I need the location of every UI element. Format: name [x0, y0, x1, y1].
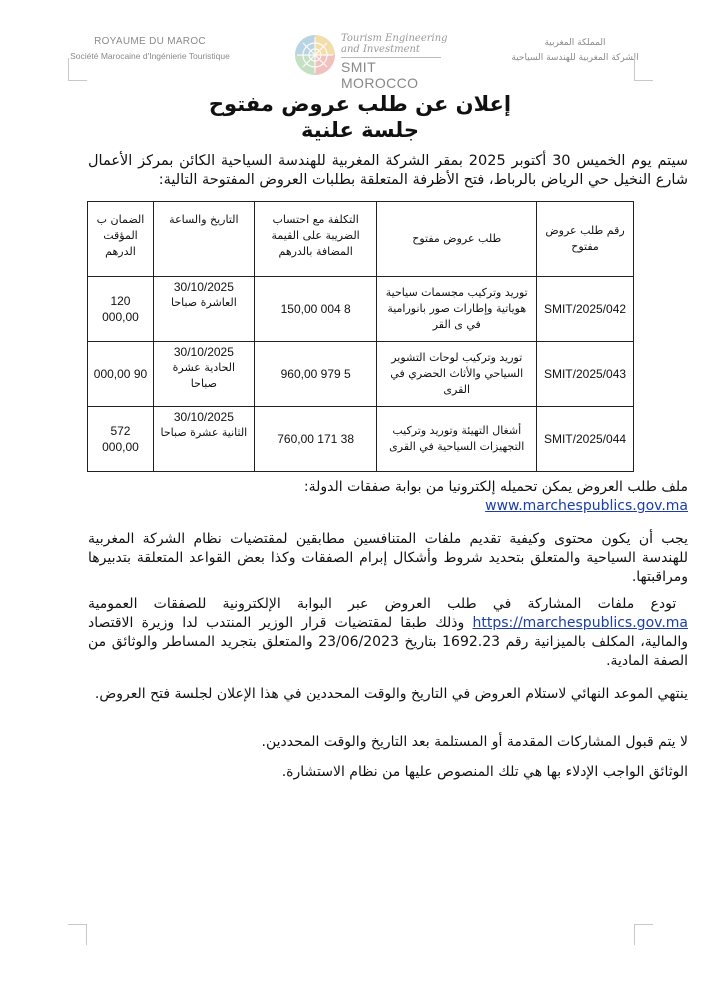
header-fr-kingdom: ROYAUME DU MAROC [94, 36, 206, 47]
logo-divider [341, 57, 441, 58]
cell-cost: 38 171 760,00 [254, 407, 377, 472]
marchespublics-link[interactable]: www.marchespublics.gov.ma [485, 498, 688, 514]
tenders-table [87, 201, 634, 472]
cell-number: 044/SMIT/2025 [537, 407, 634, 472]
intro-paragraph: سيتم يوم الخميس 30 أكتوبر 2025 بمقر الشركة المغربية للهندسة السياحية الكائن بمركز الأعمال شارع النخيل حي الرياض بالرباط، فتح الأظرفة المتعلقة بطلبات العروض المفتوحة التالية: [88, 153, 688, 188]
page-title: إعلان عن طلب عروض مفتوح [208, 92, 512, 116]
crop-mark-top-left [68, 58, 87, 81]
cell-description: توريد وتركيب لوحات التشوير السياحي والأثاث الحضري في القرى [377, 342, 537, 407]
cell-description: توريد وتركيب مجسمات سياحية هوياتية وإطارات صور بانورامية في ى القر [377, 277, 537, 342]
submission-paragraph [88, 595, 688, 671]
crop-mark-bottom-right [634, 924, 653, 945]
documents-paragraph: الوثائق الواجب الإدلاء بها هي تلك المنصوص عليها من نظام الاستشارة. [281, 764, 688, 780]
cell-date: 30/10/2025 [173, 280, 234, 294]
marchespublics-https-link[interactable]: https://marchespublics.gov.ma [472, 615, 688, 631]
th-cost: التكلفة مع احتساب الضريبة على القيمة المضافة بالدرهم [254, 202, 377, 277]
submission-text-before: تودع ملفات المشاركة في طلب العروض عبر البوابة الإلكترونية للصفقات العمومية [88, 596, 677, 612]
cell-cost: 8 004 150,00 [254, 277, 377, 342]
th-tender-number: رقم طلب عروض مفتوح [537, 202, 634, 277]
cell-description: أشغال التهيئة وتوريد وتركيب التجهيزات السياحية في القرى [377, 407, 537, 472]
table-row [88, 342, 634, 407]
crop-mark-bottom-left [68, 924, 87, 945]
table-row [88, 277, 634, 342]
th-date-time: التاريخ والساعة [153, 202, 254, 277]
th-guarantee: الضمان ب المؤقت الدرهم [88, 202, 154, 277]
cell-date-time [153, 342, 254, 407]
header-ar-kingdom: المملكة المغربية [544, 38, 606, 48]
table-row [88, 407, 634, 472]
header-french [30, 36, 270, 61]
logo-line-3: SMIT MOROCCO [341, 59, 419, 91]
download-paragraph [88, 478, 688, 516]
download-text: ملف طلب العروض يمكن تحميله إلكترونيا من بوابة صفقات الدولة: [303, 479, 688, 495]
submission-text-after: وذلك طبقا لمقتضيات قرار الوزير المنتدب لدا وزيرة الاقتصاد والمالية، المكلف بالميزانية رقم 1692.23 بتاريخ 23/06/2023 والمتعلق بتجريد المساطر والوثائق من الصفة المادية. [88, 615, 688, 669]
cell-guarantee: 120 000,00 [88, 277, 154, 342]
logo-line-2: and Investment [341, 44, 420, 55]
cell-guarantee: 90 000,00 [88, 342, 154, 407]
cell-time: العاشرة صباحا [170, 296, 237, 309]
cell-time: الحادية عشرة صباحا [172, 361, 236, 390]
table-header-row [88, 202, 634, 277]
cell-number: 042/SMIT/2025 [537, 277, 634, 342]
cell-date-time [153, 407, 254, 472]
cell-date: 30/10/2025 [173, 410, 234, 424]
cell-date-time [153, 277, 254, 342]
deadline-paragraph: ينتهي الموعد النهائي لاستلام العروض في التاريخ والوقت المحددين في هذا الإعلان لجلسة فتح العروض. [94, 686, 688, 702]
logo-mosaic-icon [293, 33, 337, 77]
late-submissions-paragraph: لا يتم قبول المشاركات المقدمة أو المستلمة بعد التاريخ والوقت المحددين. [261, 734, 688, 750]
cell-number: 043/SMIT/2025 [537, 342, 634, 407]
crop-mark-top-right [634, 58, 653, 81]
smit-logo [293, 30, 453, 91]
cell-guarantee: 572 000,00 [88, 407, 154, 472]
cell-cost: 5 979 960,00 [254, 342, 377, 407]
header-arabic [460, 36, 690, 66]
requirements-paragraph: يجب أن يكون محتوى وكيفية تقديم ملفات المتنافسين مطابقين لمقتضيات نظام الشركة المغربية للهندسة السياحية والمتعلق بتحديد شروط وأشكال إبرام الصفقات وكذا بعض القواعد المتعلقة بتدبيرها ومراقبتها. [88, 531, 688, 585]
header-ar-company: الشركة المغربية للهندسة السياحية [511, 53, 639, 63]
cell-date: 30/10/2025 [173, 345, 234, 359]
logo-line-1: Tourism Engineering [341, 33, 448, 44]
header-fr-company: Société Marocaine d'Ingénierie Touristique [70, 51, 230, 61]
cell-time: الثانية عشرة صباحا [160, 426, 248, 439]
th-tender-description: طلب عروض مفتوح [377, 202, 537, 277]
page-subtitle: جلسة علنية [301, 118, 419, 142]
